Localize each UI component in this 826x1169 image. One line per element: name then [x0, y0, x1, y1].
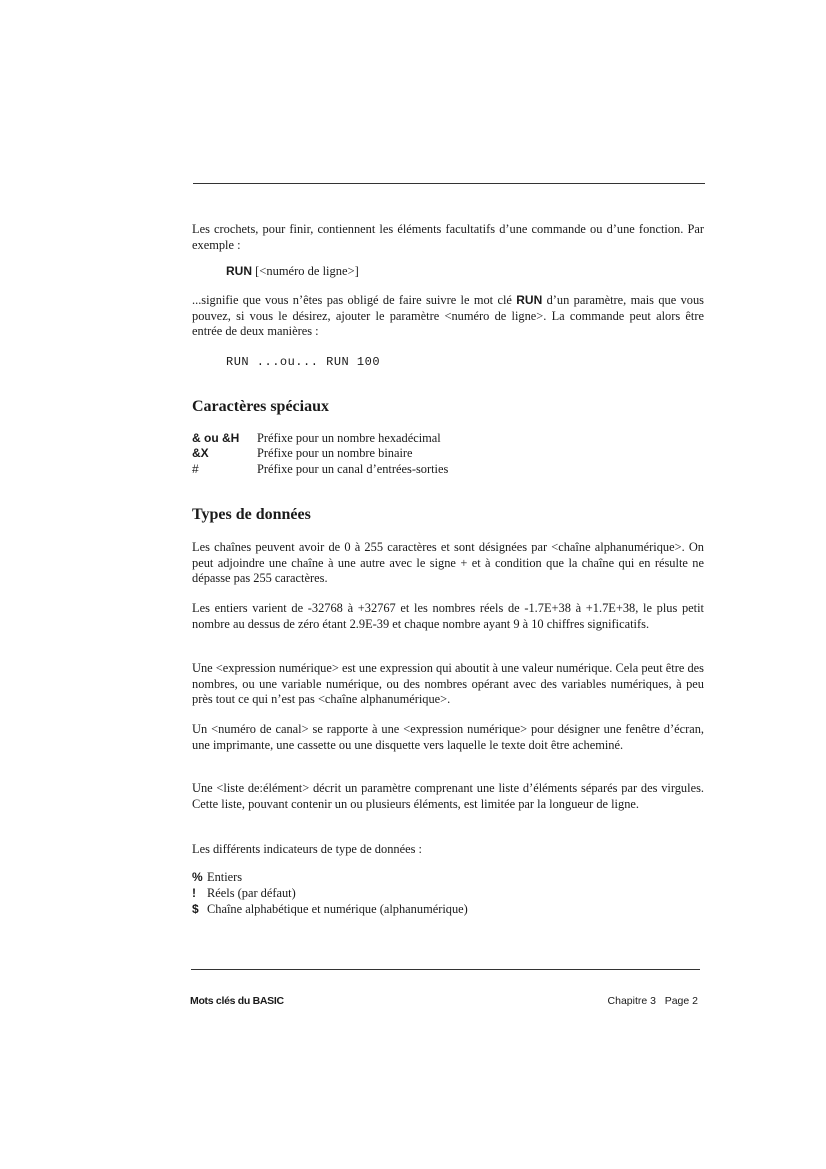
- indicator-row: [192, 870, 242, 886]
- run-param: [<numéro de ligne>]: [255, 264, 359, 278]
- numbers-paragraph: Les entiers varient de -32768 à +32767 et les nombres réels de -1.7E+38 à +1.7E+38, le plus petit nombre au dessus de zéro étant 2.9E-39 et chaque nombre ayant 9 à 10 chiffres significatifs.: [192, 601, 704, 631]
- top-rule: [193, 183, 705, 184]
- bottom-rule: [191, 969, 700, 970]
- special-chars-heading: Caractères spéciaux: [192, 398, 329, 415]
- indicator-symbol: %: [192, 870, 203, 884]
- code-example: RUN ...ou... RUN 100: [226, 355, 381, 369]
- strings-paragraph: Les chaînes peuvent avoir de 0 à 255 caractères et sont désignées par <chaîne alphanumérique>. On peut adjoindre une chaîne à une autre avec le signe + et à condition que la chaîne qui en résulte ne dépasse pas 255 caractères.: [192, 540, 704, 586]
- run-keyword: RUN: [226, 264, 252, 278]
- footer-left: Mots clés du BASIC: [190, 995, 284, 1007]
- indicators-intro: Les différents indicateurs de type de données :: [192, 842, 422, 856]
- channel-paragraph: Un <numéro de canal> se rapporte à une <expression numérique> pour désigner une fenêtre d’écran, une imprimante, une cassette ou une disquette vers laquelle le texte doit être acheminé.: [192, 722, 704, 752]
- list-paragraph: Une <liste de:élément> décrit un paramètre comprenant une liste d’éléments séparés par des virgules. Cette liste, pouvant contenir un ou plusieurs éléments, est limitée par la longueur de ligne.: [192, 781, 704, 811]
- footer-right: Chapitre 3 Page 2: [607, 995, 698, 1007]
- indicator-desc: Réels (par défaut): [207, 886, 296, 900]
- indicator-desc: Chaîne alphabétique et numérique (alphanumérique): [207, 902, 468, 916]
- special-char-desc: Préfixe pour un nombre binaire: [257, 446, 413, 460]
- expression-paragraph: Une <expression numérique> est une expression qui aboutit à une valeur numérique. Cela peut être des nombres, ou une variable numérique, ou des nombres opérant avec des variables numériques, à peu près tout ce qui n’est pas <chaîne alphanumérique>.: [192, 661, 704, 707]
- intro-paragraph: Les crochets, pour finir, contiennent les éléments facultatifs d’une commande ou d’une fonction. Par exemple :: [192, 222, 704, 252]
- special-char-symbol: #: [192, 462, 199, 476]
- special-char-desc: Préfixe pour un canal d’entrées-sorties: [257, 462, 449, 476]
- explanation-part2: d’un paramètre, mais que vous pouvez, si vous le désirez, ajouter le paramètre <numéro de ligne>. La commande peut alors être entrée de deux manières :: [192, 293, 704, 339]
- special-char-symbol: &X: [192, 446, 209, 460]
- special-char-row: [192, 446, 413, 462]
- explanation-part1: ...signifie que vous n’êtes pas obligé de faire suivre le mot clé: [192, 293, 517, 307]
- run-syntax: [226, 264, 359, 279]
- special-char-symbol: & ou &H: [192, 431, 240, 445]
- special-char-row: [192, 431, 441, 447]
- indicator-desc: Entiers: [207, 870, 243, 884]
- explanation-keyword: RUN: [516, 293, 543, 307]
- indicator-row: [192, 902, 468, 918]
- special-char-row: [192, 462, 448, 478]
- indicator-symbol: $: [192, 902, 199, 916]
- special-char-desc: Préfixe pour un nombre hexadécimal: [257, 431, 441, 445]
- data-types-heading: Types de données: [192, 506, 311, 523]
- indicator-symbol: !: [192, 886, 196, 900]
- indicator-row: [192, 886, 296, 902]
- explanation-paragraph: [192, 293, 704, 340]
